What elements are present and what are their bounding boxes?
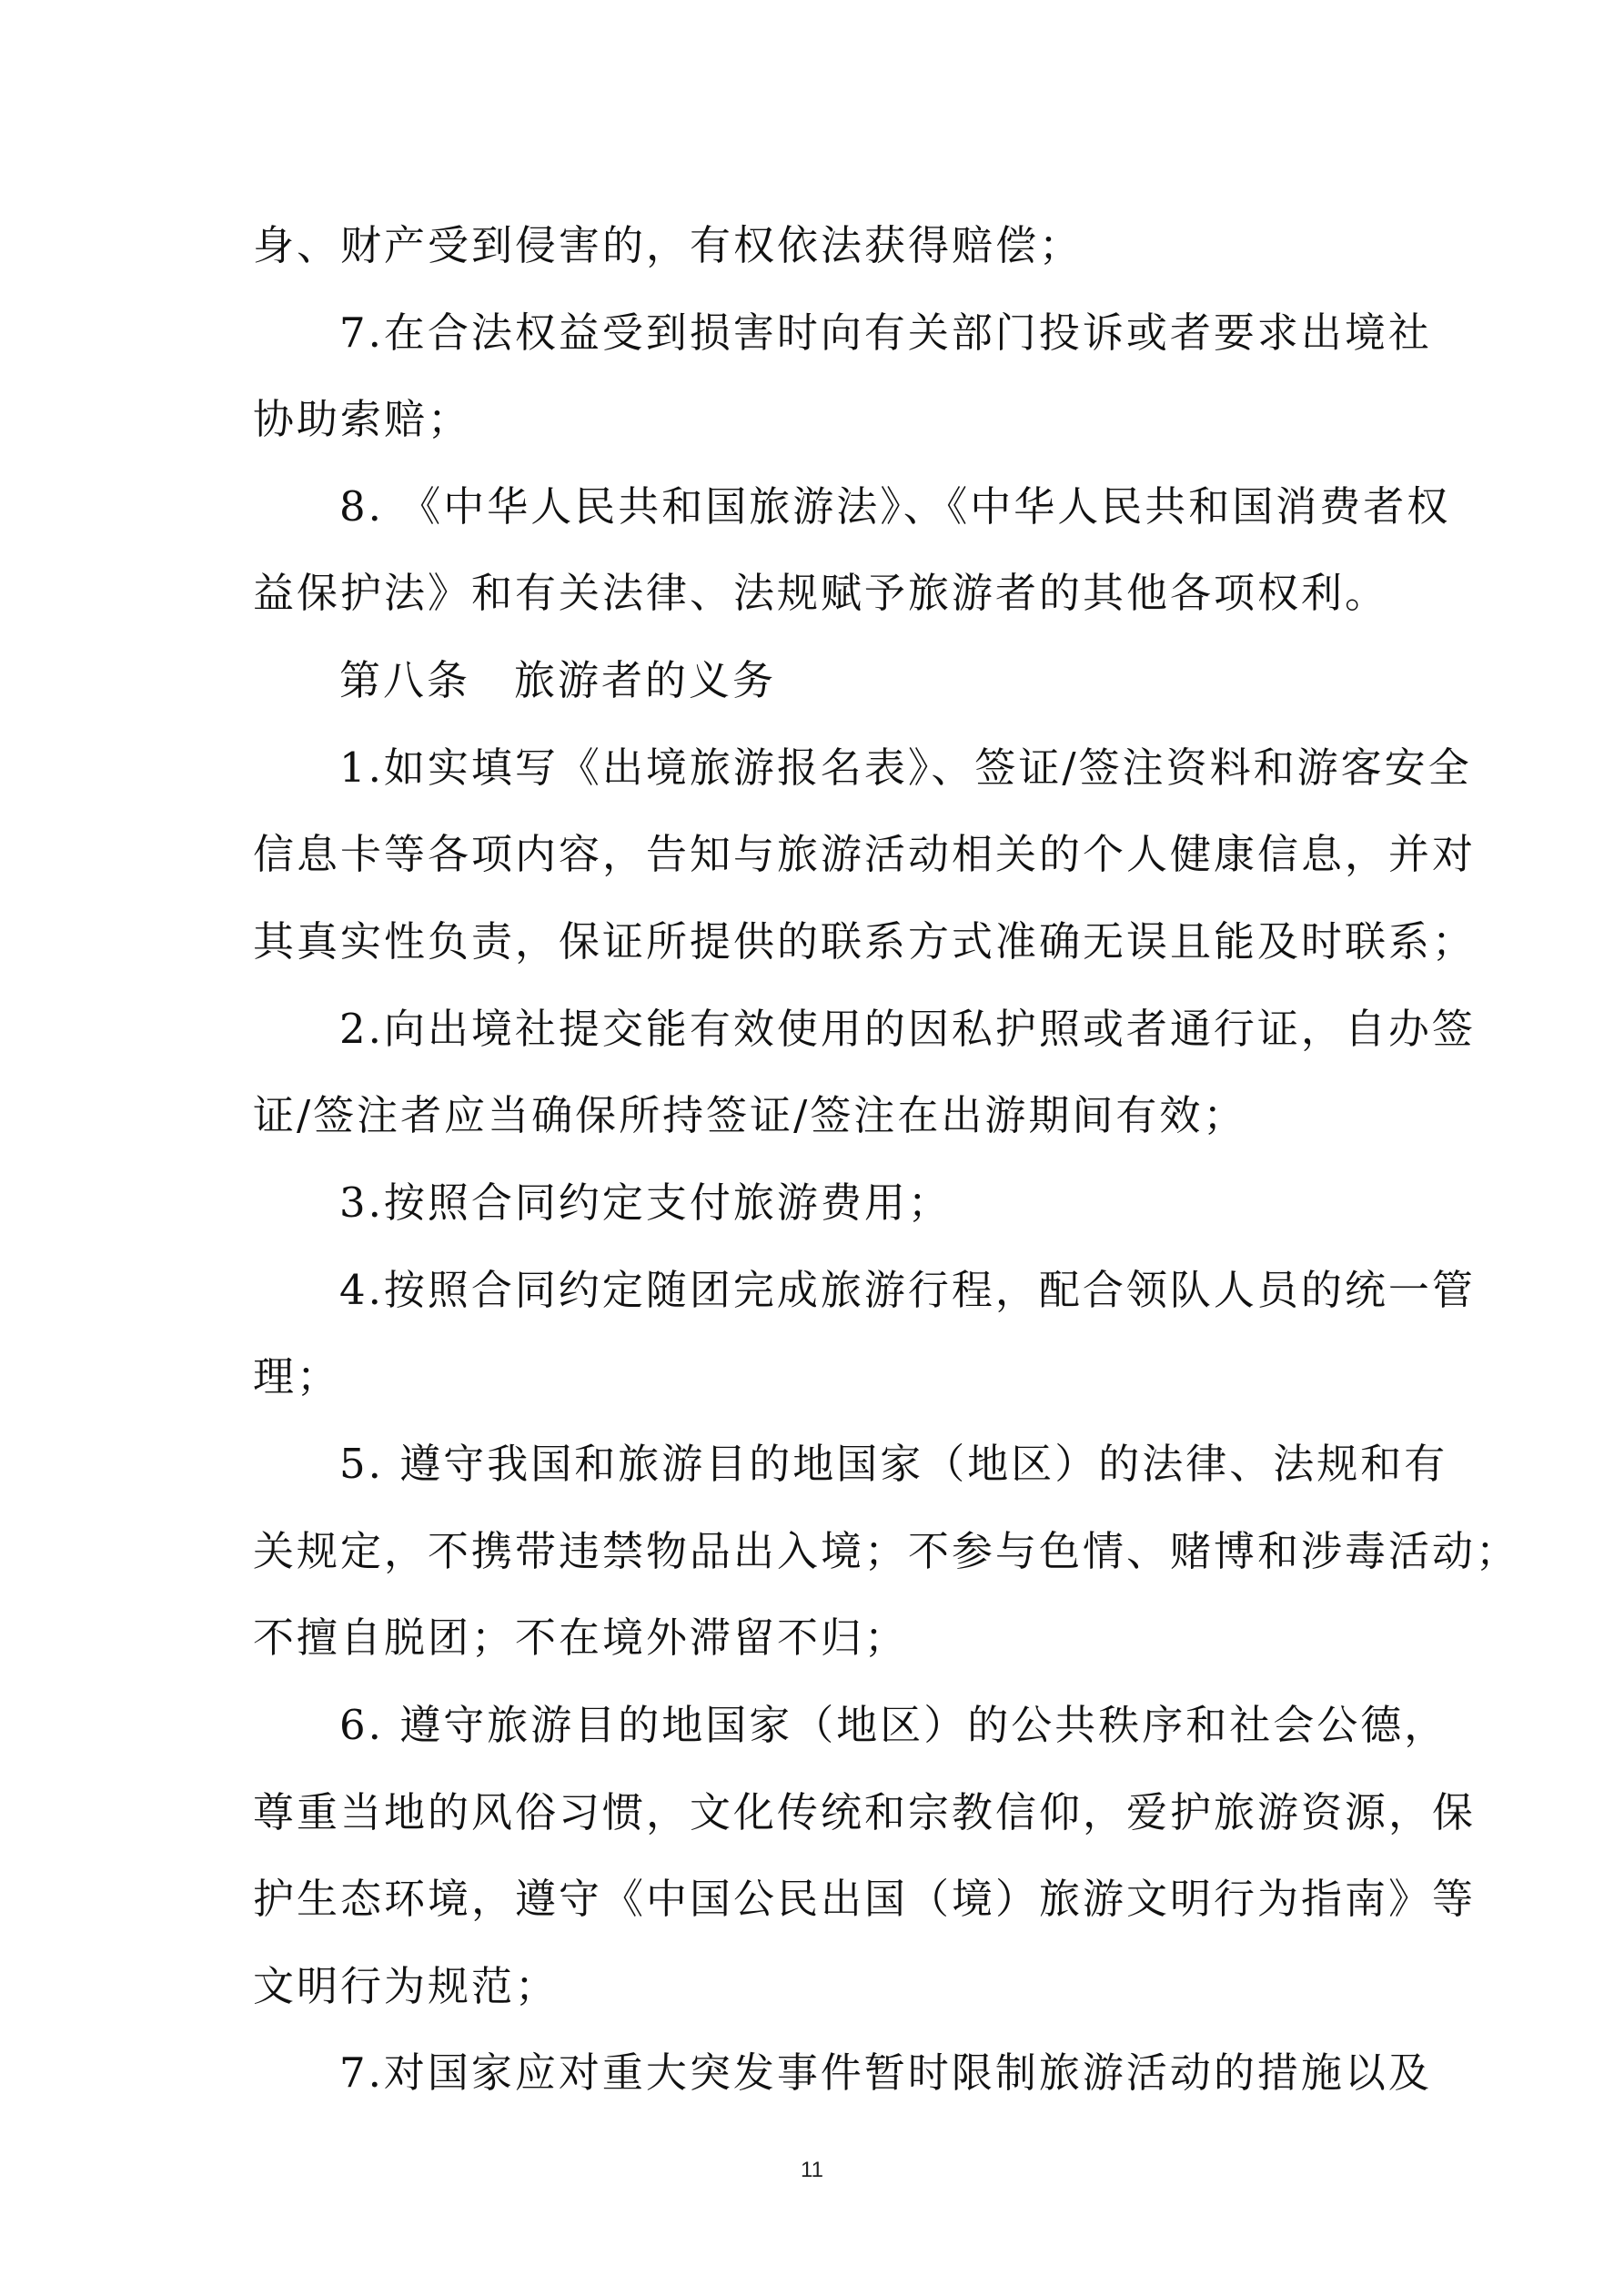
text-line: 护生态环境，遵守《中国公民出国（境）旅游文明行为指南》等 <box>253 1875 1477 1923</box>
text-line: 3.按照合同约定支付旅游费用； <box>339 1178 952 1227</box>
text-line: 7.在合法权益受到损害时向有关部门投诉或者要求出境社 <box>339 308 1432 357</box>
section-heading: 第八条 旅游者的义务 <box>339 656 777 704</box>
text-line: 身、财产受到侵害的，有权依法获得赔偿； <box>253 221 1084 269</box>
page-number: 11 <box>801 2158 823 2182</box>
text-line: 5. 遵守我国和旅游目的地国家（地区）的法律、法规和有 <box>339 1440 1448 1488</box>
text-line: 证/签注者应当确保所持签证/签注在出游期间有效； <box>253 1091 1247 1139</box>
text-line: 信息卡等各项内容，告知与旅游活动相关的个人健康信息，并对 <box>253 830 1477 878</box>
text-line: 2.向出境社提交能有效使用的因私护照或者通行证，自办签 <box>339 1005 1476 1053</box>
text-line: 关规定，不携带违禁物品出入境；不参与色情、赌博和涉毒活动； <box>253 1527 1520 1575</box>
text-line: 4.按照合同约定随团完成旅游行程，配合领队人员的统一管 <box>339 1266 1476 1314</box>
text-line: 理； <box>253 1352 341 1401</box>
text-line: 尊重当地的风俗习惯，文化传统和宗教信仰，爱护旅游资源，保 <box>253 1788 1477 1836</box>
text-line: 其真实性负责，保证所提供的联系方式准确无误且能及时联系； <box>253 917 1477 966</box>
text-line: 1.如实填写《出境旅游报名表》、签证/签注资料和游客安全 <box>339 743 1472 792</box>
text-line: 益保护法》和有关法律、法规赋予旅游者的其他各项权利。 <box>253 569 1389 617</box>
text-line: 6. 遵守旅游目的地国家（地区）的公共秩序和社会公德， <box>339 1701 1448 1749</box>
text-line: 文明行为规范； <box>253 1962 560 2010</box>
text-line: 不擅自脱团；不在境外滞留不归； <box>253 1613 909 1662</box>
text-line: 8. 《中华人民共和国旅游法》、《中华人民共和国消费者权 <box>339 482 1451 531</box>
text-line: 协助索赔； <box>253 395 472 443</box>
text-line: 7.对国家应对重大突发事件暂时限制旅游活动的措施以及 <box>339 2048 1432 2097</box>
